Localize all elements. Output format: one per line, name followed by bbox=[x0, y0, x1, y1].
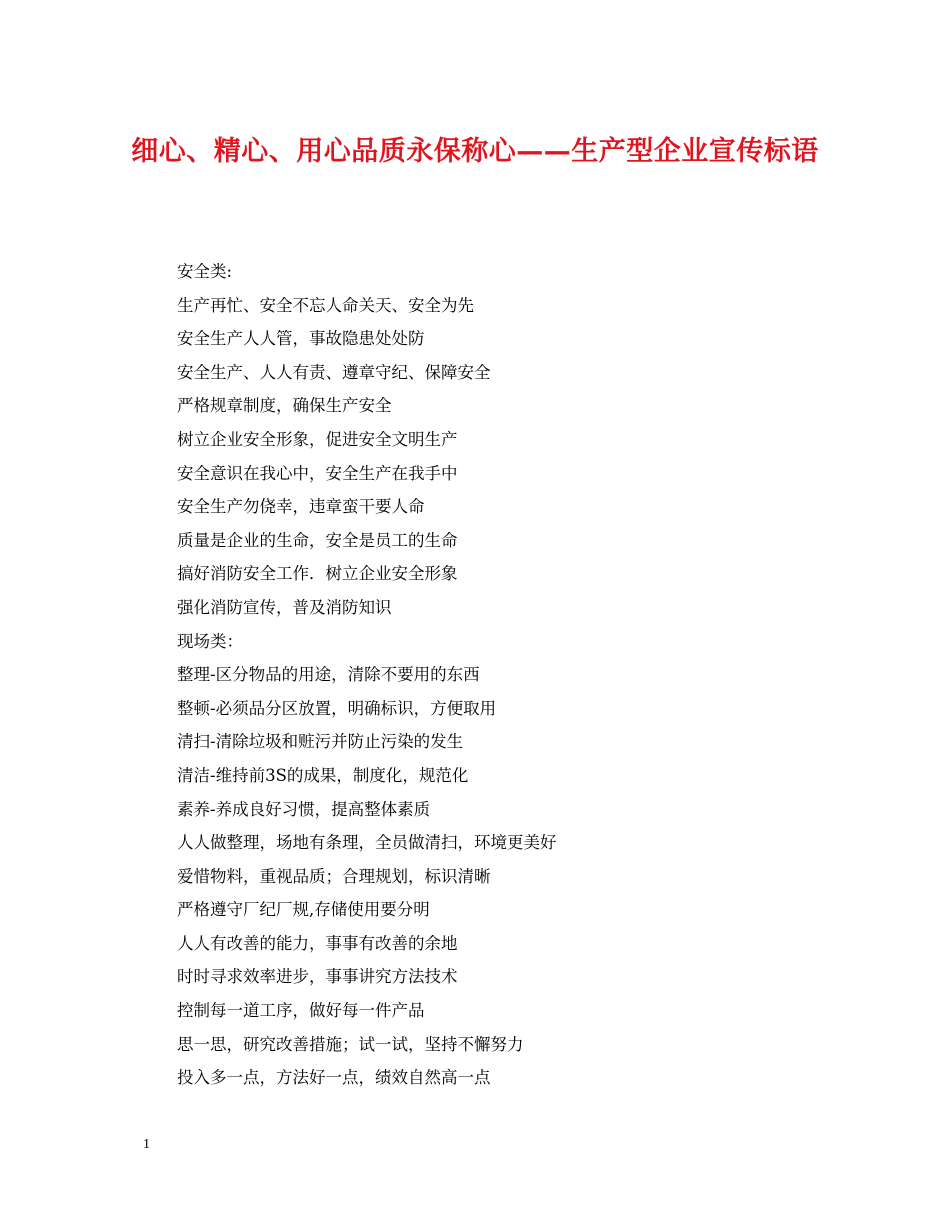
slogan-list bbox=[177, 255, 827, 1095]
list-item: 生产再忙、安全不忘人命关天、安全为先 bbox=[177, 295, 474, 315]
list-item: 投入多一点，方法好一点，绩效自然高一点 bbox=[177, 1068, 491, 1088]
list-item: 人人有改善的能力，事事有改善的余地 bbox=[177, 933, 458, 953]
list-item: 安全生产勿侥幸，违章蛮干要人命 bbox=[177, 497, 425, 517]
list-item: 安全生产人人管，事故隐患处处防 bbox=[177, 329, 425, 349]
list-item: 现场类： bbox=[177, 631, 243, 651]
list-item: 严格规章制度，确保生产安全 bbox=[177, 396, 392, 416]
list-item: 清扫-清除垃圾和赃污并防止污染的发生 bbox=[177, 732, 464, 752]
list-item: 人人做整理，场地有条理，全员做清扫，环境更美好 bbox=[177, 833, 557, 853]
list-item: 时时寻求效率进步，事事讲究方法技术 bbox=[177, 967, 458, 987]
list-item: 清洁-维持前3S的成果，制度化，规范化 bbox=[177, 765, 469, 785]
list-item: 安全生产、人人有责、遵章守纪、保障安全 bbox=[177, 362, 491, 382]
list-item: 安全类: bbox=[177, 262, 233, 281]
list-item: 质量是企业的生命，安全是员工的生命 bbox=[177, 530, 458, 550]
list-item: 整理-区分物品的用途，清除不要用的东西 bbox=[177, 665, 480, 685]
list-item: 整顿-必须品分区放置，明确标识，方便取用 bbox=[177, 698, 497, 718]
list-item: 安全意识在我心中，安全生产在我手中 bbox=[177, 463, 458, 483]
page-title: 细心、精心、用心品质永保称心——生产型企业宣传标语 bbox=[131, 136, 819, 167]
list-item: 爱惜物料，重视品质；合理规划，标识清晰 bbox=[177, 866, 491, 886]
list-item: 严格遵守厂纪厂规,存储使用要分明 bbox=[177, 900, 430, 920]
list-item: 控制每一道工序，做好每一件产品 bbox=[177, 1001, 425, 1021]
list-item: 树立企业安全形象，促进安全文明生产 bbox=[177, 429, 458, 449]
list-item: 搞好消防安全工作．树立企业安全形象 bbox=[177, 564, 458, 584]
list-item: 思一思，研究改善措施；试一试，坚持不懈努力 bbox=[177, 1034, 524, 1054]
list-item: 强化消防宣传，普及消防知识 bbox=[177, 597, 392, 617]
list-item: 素养-养成良好习惯，提高整体素质 bbox=[177, 799, 431, 819]
page-number: 1 bbox=[143, 1137, 150, 1152]
